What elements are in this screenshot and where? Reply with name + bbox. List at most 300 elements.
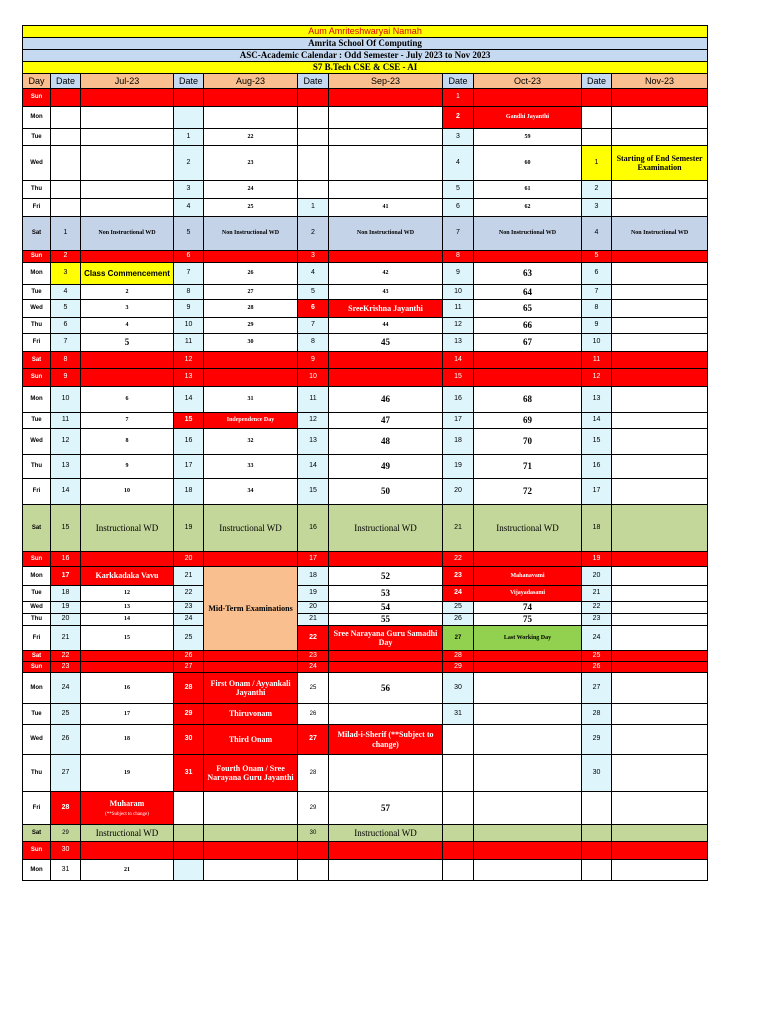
date-jul: 26 [51, 725, 81, 755]
cell-nov [612, 602, 708, 614]
date-sep: 16 [298, 505, 329, 552]
wd-count-sep: 48 [329, 429, 443, 455]
date-aug: 7 [174, 263, 204, 285]
wd-count-sep: 56 [329, 673, 443, 704]
date-oct: 2 [443, 107, 474, 129]
date-nov: 26 [582, 662, 612, 673]
date-aug: 10 [174, 318, 204, 334]
date-oct: 30 [443, 673, 474, 704]
date-nov: 29 [582, 725, 612, 755]
wd-count-jul: 19 [81, 755, 174, 792]
table-row [23, 199, 708, 217]
cell-nov [612, 704, 708, 725]
holiday-thiruvonam: Thiruvonam [204, 704, 298, 725]
date-aug: 9 [174, 300, 204, 318]
cell-nov [612, 251, 708, 263]
cell-oct [474, 662, 582, 673]
date-nov: 17 [582, 479, 612, 505]
wd-count-aug: 22 [204, 129, 298, 146]
cell-sep [329, 146, 443, 181]
date-aug: 31 [174, 755, 204, 792]
non-instructional-nov: Non Instructional WD [612, 217, 708, 251]
holiday-milad-i-sherif: Milad-i-Sherif (**Subject to change) [329, 725, 443, 755]
cell-oct [474, 89, 582, 107]
table-row [23, 673, 708, 704]
date-jul: 10 [51, 387, 81, 413]
holiday-sree-narayana-samadhi: Sree Narayana Guru Samadhi Day [329, 626, 443, 651]
day-cell: Thu [23, 455, 51, 479]
date-sep: 1 [298, 199, 329, 217]
cell-nov [612, 662, 708, 673]
day-cell: Thu [23, 614, 51, 626]
date-jul: 31 [51, 860, 81, 881]
table-row [23, 505, 708, 552]
table-row [23, 602, 708, 614]
date-sep [298, 860, 329, 881]
cell-sep [329, 181, 443, 199]
date-oct [443, 755, 474, 792]
date-aug [174, 89, 204, 107]
date-jul: 11 [51, 413, 81, 429]
date-jul: 2 [51, 251, 81, 263]
col-oct: Oct-23 [474, 74, 582, 89]
date-aug: 8 [174, 285, 204, 300]
wd-count-aug: 26 [204, 263, 298, 285]
wd-count-sep: 57 [329, 792, 443, 825]
cell-nov [612, 505, 708, 552]
cell-sep [329, 552, 443, 567]
wd-count-jul: 2 [81, 285, 174, 300]
date-nov: 10 [582, 334, 612, 352]
wd-count-sep: 43 [329, 285, 443, 300]
date-aug: 16 [174, 429, 204, 455]
date-oct: 16 [443, 387, 474, 413]
wd-count-sep: 53 [329, 586, 443, 602]
cell-nov [612, 455, 708, 479]
cell-nov [612, 107, 708, 129]
wd-count-aug: 34 [204, 479, 298, 505]
cell-nov [612, 842, 708, 860]
wd-count-jul: 8 [81, 429, 174, 455]
day-cell: Sun [23, 552, 51, 567]
cell-sep [329, 251, 443, 263]
date-oct: 29 [443, 662, 474, 673]
cell-aug [204, 825, 298, 842]
date-sep: 20 [298, 602, 329, 614]
date-jul: 19 [51, 602, 81, 614]
cell-jul [81, 651, 174, 662]
header-program: S7 B.Tech CSE & CSE - AI [23, 62, 708, 74]
date-jul: 6 [51, 318, 81, 334]
holiday-gandhi-jayanthi: Gandhi Jayanthi [474, 107, 582, 129]
wd-count-aug: 31 [204, 387, 298, 413]
cell-nov [612, 755, 708, 792]
date-oct: 1 [443, 89, 474, 107]
date-aug: 17 [174, 455, 204, 479]
wd-count-oct: 72 [474, 479, 582, 505]
date-nov: 9 [582, 318, 612, 334]
date-aug [174, 842, 204, 860]
wd-count-oct: 65 [474, 300, 582, 318]
date-nov: 19 [582, 552, 612, 567]
date-jul: 5 [51, 300, 81, 318]
day-cell: Sat [23, 825, 51, 842]
cell-aug [204, 860, 298, 881]
holiday-muharam-note: (**Subject to change) [105, 811, 149, 817]
cell-jul [81, 352, 174, 369]
table-row [23, 725, 708, 755]
date-sep: 8 [298, 334, 329, 352]
wd-count-jul: 4 [81, 318, 174, 334]
date-jul: 25 [51, 704, 81, 725]
date-jul: 21 [51, 626, 81, 651]
table-row [23, 825, 708, 842]
wd-count-jul: 14 [81, 614, 174, 626]
event-class-commencement: Class Commencement [81, 263, 174, 285]
cell-sep [329, 662, 443, 673]
date-nov [582, 129, 612, 146]
date-oct: 23 [443, 567, 474, 586]
date-aug: 5 [174, 217, 204, 251]
date-aug: 11 [174, 334, 204, 352]
holiday-vijayadasami: Vijayadasami [474, 586, 582, 602]
cell-aug [204, 107, 298, 129]
wd-count-oct: 61 [474, 181, 582, 199]
date-sep: 9 [298, 352, 329, 369]
cell-aug [204, 89, 298, 107]
wd-count-jul: 9 [81, 455, 174, 479]
date-sep: 5 [298, 285, 329, 300]
cell-nov [612, 413, 708, 429]
date-sep [298, 181, 329, 199]
non-instructional-sep: Non Instructional WD [329, 217, 443, 251]
wd-count-sep: 47 [329, 413, 443, 429]
date-oct: 20 [443, 479, 474, 505]
date-nov: 14 [582, 413, 612, 429]
cell-jul [81, 662, 174, 673]
date-sep: 15 [298, 479, 329, 505]
wd-count-oct: 59 [474, 129, 582, 146]
table-row [23, 429, 708, 455]
date-oct [443, 725, 474, 755]
cell-jul [81, 181, 174, 199]
date-jul: 24 [51, 673, 81, 704]
wd-count-aug: 30 [204, 334, 298, 352]
date-jul: 4 [51, 285, 81, 300]
date-nov: 28 [582, 704, 612, 725]
date-oct: 31 [443, 704, 474, 725]
table-row [23, 334, 708, 352]
date-aug: 25 [174, 626, 204, 651]
date-sep: 29 [298, 792, 329, 825]
wd-count-oct: 70 [474, 429, 582, 455]
cell-aug [204, 842, 298, 860]
date-nov [582, 842, 612, 860]
event-mid-term-examinations: Mid-Term Examinations [204, 567, 298, 651]
day-cell: Fri [23, 626, 51, 651]
wd-count-oct: 69 [474, 413, 582, 429]
cell-oct [474, 755, 582, 792]
date-sep: 2 [298, 217, 329, 251]
table-row [23, 318, 708, 334]
date-aug [174, 860, 204, 881]
date-oct: 8 [443, 251, 474, 263]
cell-aug [204, 662, 298, 673]
wd-count-jul: 18 [81, 725, 174, 755]
wd-count-jul: 10 [81, 479, 174, 505]
table-row [23, 251, 708, 263]
wd-count-aug: 25 [204, 199, 298, 217]
cell-oct [474, 792, 582, 825]
cell-jul [81, 199, 174, 217]
cell-sep [329, 651, 443, 662]
event-end-semester-exam: Starting of End Semester Examination [612, 146, 708, 181]
cell-nov [612, 89, 708, 107]
col-day: Day [23, 74, 51, 89]
cell-aug [204, 369, 298, 387]
day-cell: Mon [23, 263, 51, 285]
instructional-aug: Instructional WD [204, 505, 298, 552]
date-sep: 23 [298, 651, 329, 662]
date-jul: 20 [51, 614, 81, 626]
date-nov: 3 [582, 199, 612, 217]
cell-jul [81, 89, 174, 107]
table-row [23, 107, 708, 129]
cell-jul [81, 129, 174, 146]
table-row [23, 586, 708, 602]
day-cell: Sun [23, 369, 51, 387]
table-row [23, 626, 708, 651]
table-row [23, 413, 708, 429]
date-aug: 15 [174, 413, 204, 429]
date-sep: 17 [298, 552, 329, 567]
table-row [23, 860, 708, 881]
cell-oct [474, 552, 582, 567]
date-oct: 21 [443, 505, 474, 552]
wd-count-aug: 23 [204, 146, 298, 181]
date-jul [51, 107, 81, 129]
date-nov: 20 [582, 567, 612, 586]
date-sep [298, 129, 329, 146]
date-oct [443, 842, 474, 860]
cell-aug [204, 352, 298, 369]
date-nov: 8 [582, 300, 612, 318]
table-row [23, 704, 708, 725]
date-nov [582, 89, 612, 107]
cell-oct [474, 369, 582, 387]
date-sep [298, 842, 329, 860]
wd-count-sep: 54 [329, 602, 443, 614]
wd-count-jul: 7 [81, 413, 174, 429]
cell-nov [612, 614, 708, 626]
table-row [23, 352, 708, 369]
cell-jul [81, 107, 174, 129]
date-aug: 19 [174, 505, 204, 552]
table-row [23, 263, 708, 285]
wd-count-oct: 60 [474, 146, 582, 181]
date-nov: 16 [582, 455, 612, 479]
date-sep: 11 [298, 387, 329, 413]
date-oct: 5 [443, 181, 474, 199]
wd-count-sep: 42 [329, 263, 443, 285]
col-date-jul: Date [51, 74, 81, 89]
day-cell: Fri [23, 792, 51, 825]
non-instructional-jul: Non Instructional WD [81, 217, 174, 251]
holiday-first-onam: First Onam / Ayyankali Jayanthi [204, 673, 298, 704]
wd-count-sep: 49 [329, 455, 443, 479]
cell-oct [474, 725, 582, 755]
cell-nov [612, 199, 708, 217]
date-nov: 12 [582, 369, 612, 387]
day-cell: Tue [23, 285, 51, 300]
wd-count-oct: 64 [474, 285, 582, 300]
date-aug: 28 [174, 673, 204, 704]
cell-sep [329, 107, 443, 129]
date-aug: 1 [174, 129, 204, 146]
date-oct: 18 [443, 429, 474, 455]
wd-count-sep: 46 [329, 387, 443, 413]
cell-nov [612, 181, 708, 199]
cell-jul [81, 369, 174, 387]
date-oct: 24 [443, 586, 474, 602]
date-jul [51, 89, 81, 107]
table-row [23, 614, 708, 626]
wd-count-oct: 62 [474, 199, 582, 217]
instructional-jul: Instructional WD [81, 505, 174, 552]
date-nov: 30 [582, 755, 612, 792]
cell-nov [612, 552, 708, 567]
date-jul: 14 [51, 479, 81, 505]
day-cell: Fri [23, 479, 51, 505]
col-jul: Jul-23 [81, 74, 174, 89]
day-cell: Sat [23, 505, 51, 552]
date-oct: 26 [443, 614, 474, 626]
date-jul: 23 [51, 662, 81, 673]
date-aug [174, 792, 204, 825]
date-aug: 4 [174, 199, 204, 217]
date-jul: 9 [51, 369, 81, 387]
wd-count-aug: 29 [204, 318, 298, 334]
header-calendar-title: ASC-Academic Calendar : Odd Semester - July 2023 to Nov 2023 [23, 50, 708, 62]
wd-count-jul: 5 [81, 334, 174, 352]
date-aug: 29 [174, 704, 204, 725]
date-nov [582, 860, 612, 881]
date-jul: 27 [51, 755, 81, 792]
date-jul: 7 [51, 334, 81, 352]
date-oct: 13 [443, 334, 474, 352]
wd-count-sep: 52 [329, 567, 443, 586]
date-jul: 30 [51, 842, 81, 860]
non-instructional-aug: Non Instructional WD [204, 217, 298, 251]
day-cell: Wed [23, 429, 51, 455]
col-date-aug: Date [174, 74, 204, 89]
cell-aug [204, 251, 298, 263]
cell-oct [474, 651, 582, 662]
instructional-sep: Instructional WD [329, 825, 443, 842]
table-row [23, 552, 708, 567]
cell-nov [612, 318, 708, 334]
date-nov: 2 [582, 181, 612, 199]
cell-nov [612, 263, 708, 285]
calendar-table [22, 25, 708, 881]
date-oct [443, 825, 474, 842]
day-cell: Thu [23, 755, 51, 792]
cell-nov [612, 792, 708, 825]
cell-nov [612, 300, 708, 318]
date-nov [582, 107, 612, 129]
wd-count-aug: 33 [204, 455, 298, 479]
wd-count-aug: 28 [204, 300, 298, 318]
day-cell: Mon [23, 567, 51, 586]
day-cell: Wed [23, 300, 51, 318]
day-cell: Tue [23, 704, 51, 725]
date-sep: 10 [298, 369, 329, 387]
date-sep: 4 [298, 263, 329, 285]
date-aug: 14 [174, 387, 204, 413]
table-row [23, 369, 708, 387]
cell-nov [612, 479, 708, 505]
date-sep: 7 [298, 318, 329, 334]
holiday-muharam-label: Muharam [109, 798, 145, 808]
cell-oct [474, 352, 582, 369]
instructional-sep: Instructional WD [329, 505, 443, 552]
date-sep: 27 [298, 725, 329, 755]
academic-calendar [22, 25, 707, 881]
wd-count-jul: 17 [81, 704, 174, 725]
table-row [23, 792, 708, 825]
cell-nov [612, 567, 708, 586]
date-nov [582, 792, 612, 825]
date-jul [51, 199, 81, 217]
cell-oct [474, 673, 582, 704]
date-oct: 11 [443, 300, 474, 318]
cell-nov [612, 285, 708, 300]
cell-nov [612, 651, 708, 662]
date-jul: 29 [51, 825, 81, 842]
date-oct [443, 792, 474, 825]
date-aug: 2 [174, 146, 204, 181]
date-jul: 15 [51, 505, 81, 552]
wd-count-aug: 32 [204, 429, 298, 455]
col-date-oct: Date [443, 74, 474, 89]
cell-oct [474, 251, 582, 263]
date-sep: 19 [298, 586, 329, 602]
cell-oct [474, 704, 582, 725]
day-cell: Tue [23, 413, 51, 429]
table-row [23, 146, 708, 181]
col-nov: Nov-23 [612, 74, 708, 89]
date-sep: 21 [298, 614, 329, 626]
date-nov: 6 [582, 263, 612, 285]
cell-nov [612, 369, 708, 387]
date-jul: 28 [51, 792, 81, 825]
holiday-fourth-onam: Fourth Onam / Sree Narayana Guru Jayanthi [204, 755, 298, 792]
date-sep: 12 [298, 413, 329, 429]
wd-count-sep: 50 [329, 479, 443, 505]
cell-jul [81, 251, 174, 263]
col-aug: Aug-23 [204, 74, 298, 89]
day-cell: Mon [23, 387, 51, 413]
wd-count-jul: 21 [81, 860, 174, 881]
date-jul: 12 [51, 429, 81, 455]
date-oct: 3 [443, 129, 474, 146]
day-cell: Thu [23, 181, 51, 199]
day-cell: Mon [23, 107, 51, 129]
non-instructional-oct: Non Instructional WD [474, 217, 582, 251]
cell-aug [204, 792, 298, 825]
date-jul: 16 [51, 552, 81, 567]
date-sep: 28 [298, 755, 329, 792]
